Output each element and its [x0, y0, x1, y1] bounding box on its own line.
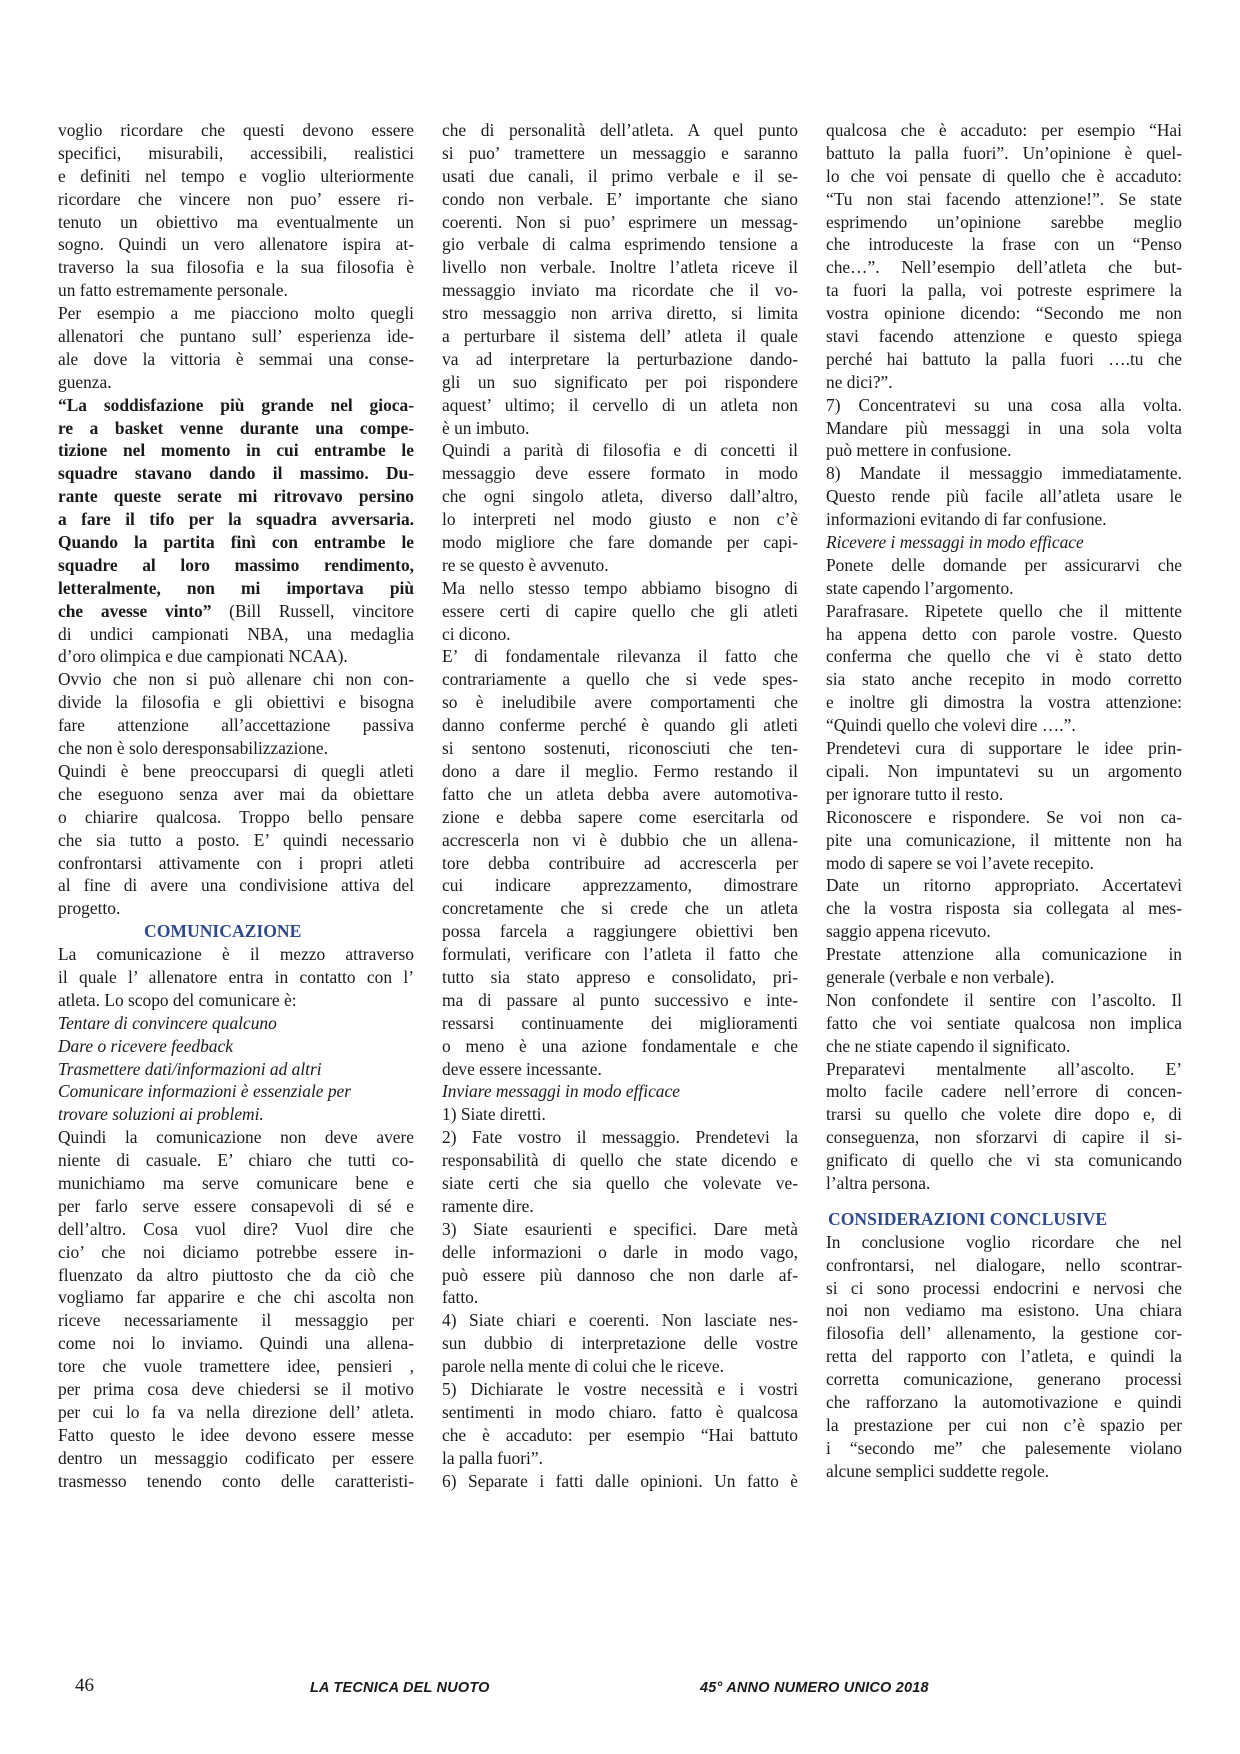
text-line: essere certi di capire quello che gli atleti	[442, 600, 798, 621]
text-line: formulati, verificare con l’atleta il fatto che	[442, 944, 798, 965]
text-line: che eseguono senza aver mai da obiettare	[58, 783, 414, 804]
text-line: alcune semplici suddette regole.	[826, 1460, 1050, 1481]
text-line: letteralmente, non mi importava più	[58, 577, 414, 598]
text-line: retta del rapporto con l’atleta, e quindi la	[826, 1346, 1182, 1367]
text-line: Mandare più messaggi in una sola volta	[826, 417, 1182, 438]
text-line: atleta. Lo scopo del comunicare è:	[58, 989, 297, 1010]
text-line: tutto sia stato appreso e consolidato, pri-	[442, 966, 798, 987]
text-line: fluenzato da altro piuttosto che da ciò che	[58, 1264, 414, 1285]
text-line: cipali. Non impuntatevi su un argomento	[826, 760, 1182, 781]
text-line: saggio appena ricevuto.	[826, 921, 991, 942]
text-line: vostra opinione dicendo: “Secondo me non	[826, 303, 1182, 324]
text-line: allenatori che puntano sull’ esperienza ide-	[58, 326, 414, 347]
text-line: ne dici?”.	[826, 371, 893, 392]
text-line: dentro un messaggio codificato per essere	[58, 1447, 414, 1468]
text-line: può essere più dannoso che non darle af-	[442, 1264, 798, 1285]
text-line: confrontarsi attivamente con i propri atleti	[58, 852, 414, 873]
text-line: lo interpreti nel modo giusto e non c’è	[442, 509, 798, 530]
text-line: squadre stavano dando il massimo. Du-	[58, 463, 414, 484]
text-line: e definiti nel tempo e voglio ulteriormente	[58, 165, 414, 186]
text-line: ressarsi continuamente dei miglioramenti	[442, 1012, 798, 1033]
text-line: squadre al loro massimo rendimento,	[58, 554, 414, 575]
text-line: al fine di avere una condivisione attiva del	[58, 875, 414, 896]
text-line: aquest’ ultimo; il cervello di un atleta non	[442, 394, 798, 415]
text-line: Riconoscere e rispondere. Se voi non ca-	[826, 806, 1182, 827]
text-line: Quindi la comunicazione non deve avere	[58, 1127, 414, 1148]
text-line: modo migliore che fare domande per capi-	[442, 532, 798, 553]
text-line: a fare il tifo per la squadra avversaria.	[58, 509, 414, 530]
text-line: è un imbuto.	[442, 417, 530, 438]
text-line: tore che vuole tramettere idee, pensieri ,	[58, 1356, 414, 1377]
text-line: voglio ricordare che questi devono essere	[58, 120, 414, 140]
text-line: 4) Siate chiari e coerenti. Non lasciate nes-	[442, 1310, 798, 1331]
text-line: per ignorare tutto il resto.	[826, 783, 1004, 804]
text-line: guenza.	[58, 371, 112, 392]
text-line: Comunicare informazioni è essenziale per	[58, 1081, 352, 1102]
text-line: Prendetevi cura di supportare le idee prin-	[826, 738, 1182, 759]
text-line: qualcosa che è accaduto: per esempio “Hai	[826, 120, 1182, 140]
text-line: sogno. Quindi un vero allenatore ispira at-	[58, 234, 414, 255]
text-line: si sentono sostenuti, riconosciuti che ten-	[442, 738, 798, 759]
text-line: 7) Concentratevi su una cosa alla volta.	[826, 394, 1182, 415]
text-line: “La soddisfazione più grande nel gioca-	[58, 394, 414, 415]
text-line: “Tu non stai facendo attenzione!”. Se state	[826, 188, 1182, 209]
text-line: fare attenzione all’accettazione passiva	[58, 715, 414, 736]
text-line: che non è solo deresponsabilizzazione.	[58, 738, 328, 759]
text-line: che…”. Nell’esempio dell’atleta che but-	[826, 257, 1182, 278]
text-line: conseguenza, non sforzarvi di capire il si-	[826, 1127, 1182, 1148]
text-line: Ricevere i messaggi in modo efficace	[826, 532, 1084, 553]
text-line: filosofia dell’ allenamento, la gestione cor-	[826, 1323, 1182, 1344]
text-line: sun dubbio di interpretazione delle vostre	[442, 1333, 798, 1354]
text-line: ha appena detto con parole vostre. Questo	[826, 623, 1182, 644]
text-line	[58, 600, 414, 623]
text-line: corretta comunicazione, generano processi	[826, 1369, 1182, 1390]
text-line: tenuto un obiettivo ma eventualmente un	[58, 211, 414, 232]
text-line: come noi lo inviamo. Quindi una allena-	[58, 1333, 414, 1354]
text-line: che è accaduto: per esempio “Hai battuto	[442, 1424, 798, 1445]
text-line: Ma nello stesso tempo abbiamo bisogno di	[442, 577, 798, 598]
quote-attribution: (Bill Russell, vincitore	[211, 600, 414, 621]
text-line: possa farcela a raggiungere obiettivi ben	[442, 921, 798, 942]
text-line: Fatto questo le idee devono essere messe	[58, 1424, 414, 1445]
text-line: confrontarsi, nel dialogare, nello scontrar-	[826, 1254, 1182, 1275]
text-line: munichiamo ma serve comunicare bene e	[58, 1172, 414, 1193]
text-line: specifici, misurabili, accessibili, realistici	[58, 142, 414, 163]
text-line: dono a dare il meglio. Fermo restando il	[442, 760, 798, 781]
text-line: generale (verbale e non verbale).	[826, 966, 1055, 987]
text-line: molto facile cadere nell’errore di concen-	[826, 1081, 1182, 1102]
text-line: che la vostra risposta sia collegata al mes-	[826, 898, 1182, 919]
text-line: che di personalità dell’atleta. A quel punto	[442, 120, 798, 140]
text-line: 2) Fate vostro il messaggio. Prendetevi la	[442, 1127, 798, 1148]
text-line: o meno è una azione fondamentale e che	[442, 1035, 798, 1056]
text-line: Parafrasare. Ripetete quello che il mittente	[826, 600, 1182, 621]
text-line: la palla fuori”.	[442, 1447, 543, 1468]
text-line: stro messaggio non arriva diretto, si limita	[442, 303, 798, 324]
text-line: per farlo serve essere consapevoli di sé e	[58, 1195, 414, 1216]
text-line: che sia tutto a posto. E’ quindi necessario	[58, 829, 414, 850]
text-line: cui indicare apprezzamento, dimostrare	[442, 875, 798, 896]
text-line: ramente dire.	[442, 1195, 534, 1216]
quote-end: che avesse vinto”	[58, 600, 212, 621]
text-line: l’altra persona.	[826, 1172, 931, 1193]
text-line: per cui lo fa va nella direzione dell’ atleta.	[58, 1401, 414, 1422]
text-line: traverso la sua filosofia e la sua filosofia è	[58, 257, 414, 278]
text-line: ma di passare al punto successivo e inte-	[442, 989, 798, 1010]
text-line: progetto.	[58, 898, 121, 919]
text-line: e inoltre gli dimostra la vostra attenzione:	[826, 692, 1182, 713]
text-column-3	[826, 119, 1182, 1483]
text-line: pite una comunicazione, il mittente non ha	[826, 829, 1182, 850]
text-line: un fatto estremamente personale.	[58, 280, 288, 301]
text-line: E’ di fondamentale rilevanza il fatto che	[442, 646, 798, 667]
text-line: contrariamente a quello che si vede spes-	[442, 669, 798, 690]
text-line: rante queste serate mi ritrovavo persino	[58, 486, 414, 507]
text-line: Quindi a parità di filosofia e di concetti il	[442, 440, 798, 461]
text-line: siate certi che sia quello che volevate ve-	[442, 1172, 798, 1193]
text-line: Quindi è bene preoccuparsi di quegli atleti	[58, 760, 414, 781]
text-line: ci dicono.	[442, 623, 511, 644]
text-column-2	[442, 119, 798, 1492]
text-line: tizione nel momento in cui entrambe le	[58, 440, 414, 461]
text-line: sia stato anche recepito in modo corretto	[826, 669, 1182, 690]
text-line: ale dove la vittoria è semmai una conse-	[58, 348, 414, 369]
text-line: si puo’ tramettere un messaggio e saranno	[442, 142, 798, 163]
text-line: che ogni singolo atleta, diverso dall’altro,	[442, 486, 798, 507]
text-line: condo non verbale. E’ importante che siano	[442, 188, 798, 209]
page-number: 46	[75, 1675, 94, 1696]
text-line: sentimenti in modo chiaro. fatto è qualcosa	[442, 1401, 798, 1422]
text-line: divide la filosofia e gli obiettivi e bisogna	[58, 692, 414, 713]
text-line: Tentare di convincere qualcuno	[58, 1012, 277, 1033]
section-heading: CONSIDERAZIONI CONCLUSIVE	[828, 1208, 1108, 1229]
text-line: perché hai battuto la palla fuori ….tu che	[826, 348, 1182, 369]
text-line: noi non vediamo ma esistono. Una chiara	[826, 1300, 1182, 1321]
text-line: gio verbale di calma esprimendo tensione a	[442, 234, 798, 255]
text-line: esprimendo un’opinione sarebbe meglio	[826, 211, 1182, 232]
text-line: responsabilità di quello che state dicendo e	[442, 1150, 798, 1171]
text-line: d’oro olimpica e due campionati NCAA).	[58, 646, 348, 667]
spacer	[826, 1195, 1182, 1208]
text-line: re a basket venne durante una compe-	[58, 417, 414, 438]
text-line: si ci sono processi endocrini e nervosi che	[826, 1277, 1182, 1298]
text-line: tore debba contribuire ad accrescerla per	[442, 852, 798, 873]
text-line: Questo rende più facile all’atleta usare le	[826, 486, 1182, 507]
text-column-1	[58, 119, 414, 1492]
text-line: gnificato di quello che vi sta comunicando	[826, 1150, 1182, 1171]
issue-label: 45° ANNO NUMERO UNICO 2018	[700, 1680, 929, 1696]
text-line: informazioni evitando di far confusione.	[826, 509, 1107, 530]
text-line: che ne stiate capendo il significato.	[826, 1035, 1071, 1056]
text-line: messaggio inviato ma ricordate che il vo-	[442, 280, 798, 301]
text-line: lo che voi pensate di quello che è accaduto:	[826, 165, 1182, 186]
text-line: Ponete delle domande per assicurarvi che	[826, 554, 1182, 575]
text-line: Ovvio che non si può allenare chi non con-	[58, 669, 414, 690]
text-line: 1) Siate diretti.	[442, 1104, 546, 1125]
text-line: modo di sapere se voi l’avete recepito.	[826, 852, 1095, 873]
text-line: In conclusione voglio ricordare che nel	[826, 1231, 1182, 1252]
text-line: Non confondete il sentire con l’ascolto. Il	[826, 989, 1182, 1010]
text-line: battuto la palla fuori”. Un’opinione è quel-	[826, 142, 1182, 163]
text-line: Trasmettere dati/informazioni ad altri	[58, 1058, 322, 1079]
text-line: 5) Dichiarate le vostre necessità e i vostri	[442, 1378, 798, 1399]
text-line: Prestate attenzione alla comunicazione in	[826, 944, 1182, 965]
text-line: o chiarire qualcosa. Troppo bello pensare	[58, 806, 414, 827]
text-line: niente di casuale. E’ chiaro che tutti co-	[58, 1150, 414, 1171]
text-line: delle informazioni o darle in modo vago,	[442, 1241, 798, 1262]
text-line: va ad interpretare la perturbazione dando-	[442, 348, 798, 369]
text-line: gli un suo significato per poi rispondere	[442, 371, 798, 392]
text-line: trovare soluzioni ai problemi.	[58, 1104, 264, 1125]
text-line: i “secondo me” che palesemente violano	[826, 1437, 1182, 1458]
text-line: 8) Mandate il messaggio immediatamente.	[826, 463, 1182, 484]
text-line: per prima cosa deve chiedersi se il motivo	[58, 1378, 414, 1399]
text-line: il quale l’ allenatore entra in contatto con l’	[58, 966, 414, 987]
text-line: deve essere incessante.	[442, 1058, 602, 1079]
text-line: Dare o ricevere feedback	[58, 1035, 233, 1056]
text-line: danno conferme perché è quando gli atleti	[442, 715, 798, 736]
text-line: dell’altro. Cosa vuol dire? Vuol dire che	[58, 1218, 414, 1239]
text-line: ta fuori la palla, voi potreste esprimere la	[826, 280, 1182, 301]
text-line: accrescerla non vi è dubbio che un allena-	[442, 829, 798, 850]
text-line: Quando la partita finì con entrambe le	[58, 532, 414, 553]
text-line: Preparatevi mentalmente all’ascolto. E’	[826, 1058, 1182, 1079]
text-line: conferma che quello che vi è stato detto	[826, 646, 1182, 667]
text-line: Per esempio a me piacciono molto quegli	[58, 303, 414, 324]
text-line: coerenti. Non si puo’ esprimere un messag-	[442, 211, 798, 232]
text-line: Inviare messaggi in modo efficace	[442, 1081, 680, 1102]
text-line: so è ineludibile avere comportamenti che	[442, 692, 798, 713]
text-line: La comunicazione è il mezzo attraverso	[58, 944, 414, 965]
text-line: zione e debba sapere come esercitarla od	[442, 806, 798, 827]
section-heading: COMUNICAZIONE	[144, 921, 302, 942]
text-line: fatto.	[442, 1287, 479, 1308]
text-line: messaggio deve essere formato in modo	[442, 463, 798, 484]
text-line: state capendo l’argomento.	[826, 577, 1014, 598]
text-line: trasmesso tenendo conto delle caratteristi-	[58, 1470, 414, 1491]
text-line: che rafforzano la automotivazione e quindi	[826, 1391, 1182, 1412]
text-line: parole nella mente di colui che le riceve.	[442, 1356, 724, 1377]
text-line: stavi facendo attenzione e questo spiega	[826, 326, 1182, 347]
text-line: fatto che voi sentiate qualcosa non implica	[826, 1012, 1182, 1033]
text-line: può mettere in confusione.	[826, 440, 1012, 461]
text-line: Date un ritorno appropriato. Accertatevi	[826, 875, 1182, 896]
publication-title: LA TECNICA DEL NUOTO	[310, 1680, 490, 1696]
text-line: trarsi su quello che volete dire dopo e, di	[826, 1104, 1182, 1125]
text-line: ricordare che vincere non puo’ essere ri-	[58, 188, 414, 209]
text-line: “Quindi quello che volevi dire ….”.	[826, 715, 1076, 736]
text-line: concretamente che si crede che un atleta	[442, 898, 798, 919]
text-line: a perturbare il sistema dell’ atleta il quale	[442, 326, 798, 347]
text-line: fatto che un atleta debba avere automotiva-	[442, 783, 798, 804]
text-line: 3) Siate esaurienti e specifici. Dare metà	[442, 1218, 798, 1239]
text-line: usati due canali, il primo verbale e il se-	[442, 165, 798, 186]
text-line: livello non verbale. Inoltre l’atleta riceve il	[442, 257, 798, 278]
text-line: vogliamo far apparire e che chi ascolta non	[58, 1287, 414, 1308]
text-line: di undici campionati NBA, una medaglia	[58, 623, 414, 644]
text-line: riceve necessariamente il messaggio per	[58, 1310, 414, 1331]
text-line: cio’ che noi diciamo potrebbe essere in-	[58, 1241, 414, 1262]
text-line: che introduceste la frase con un “Penso	[826, 234, 1182, 255]
text-line: re se questo è avvenuto.	[442, 554, 609, 575]
text-line: la prestazione per cui non c’è spazio per	[826, 1414, 1182, 1435]
text-line: 6) Separate i fatti dalle opinioni. Un fatto è	[442, 1470, 798, 1491]
